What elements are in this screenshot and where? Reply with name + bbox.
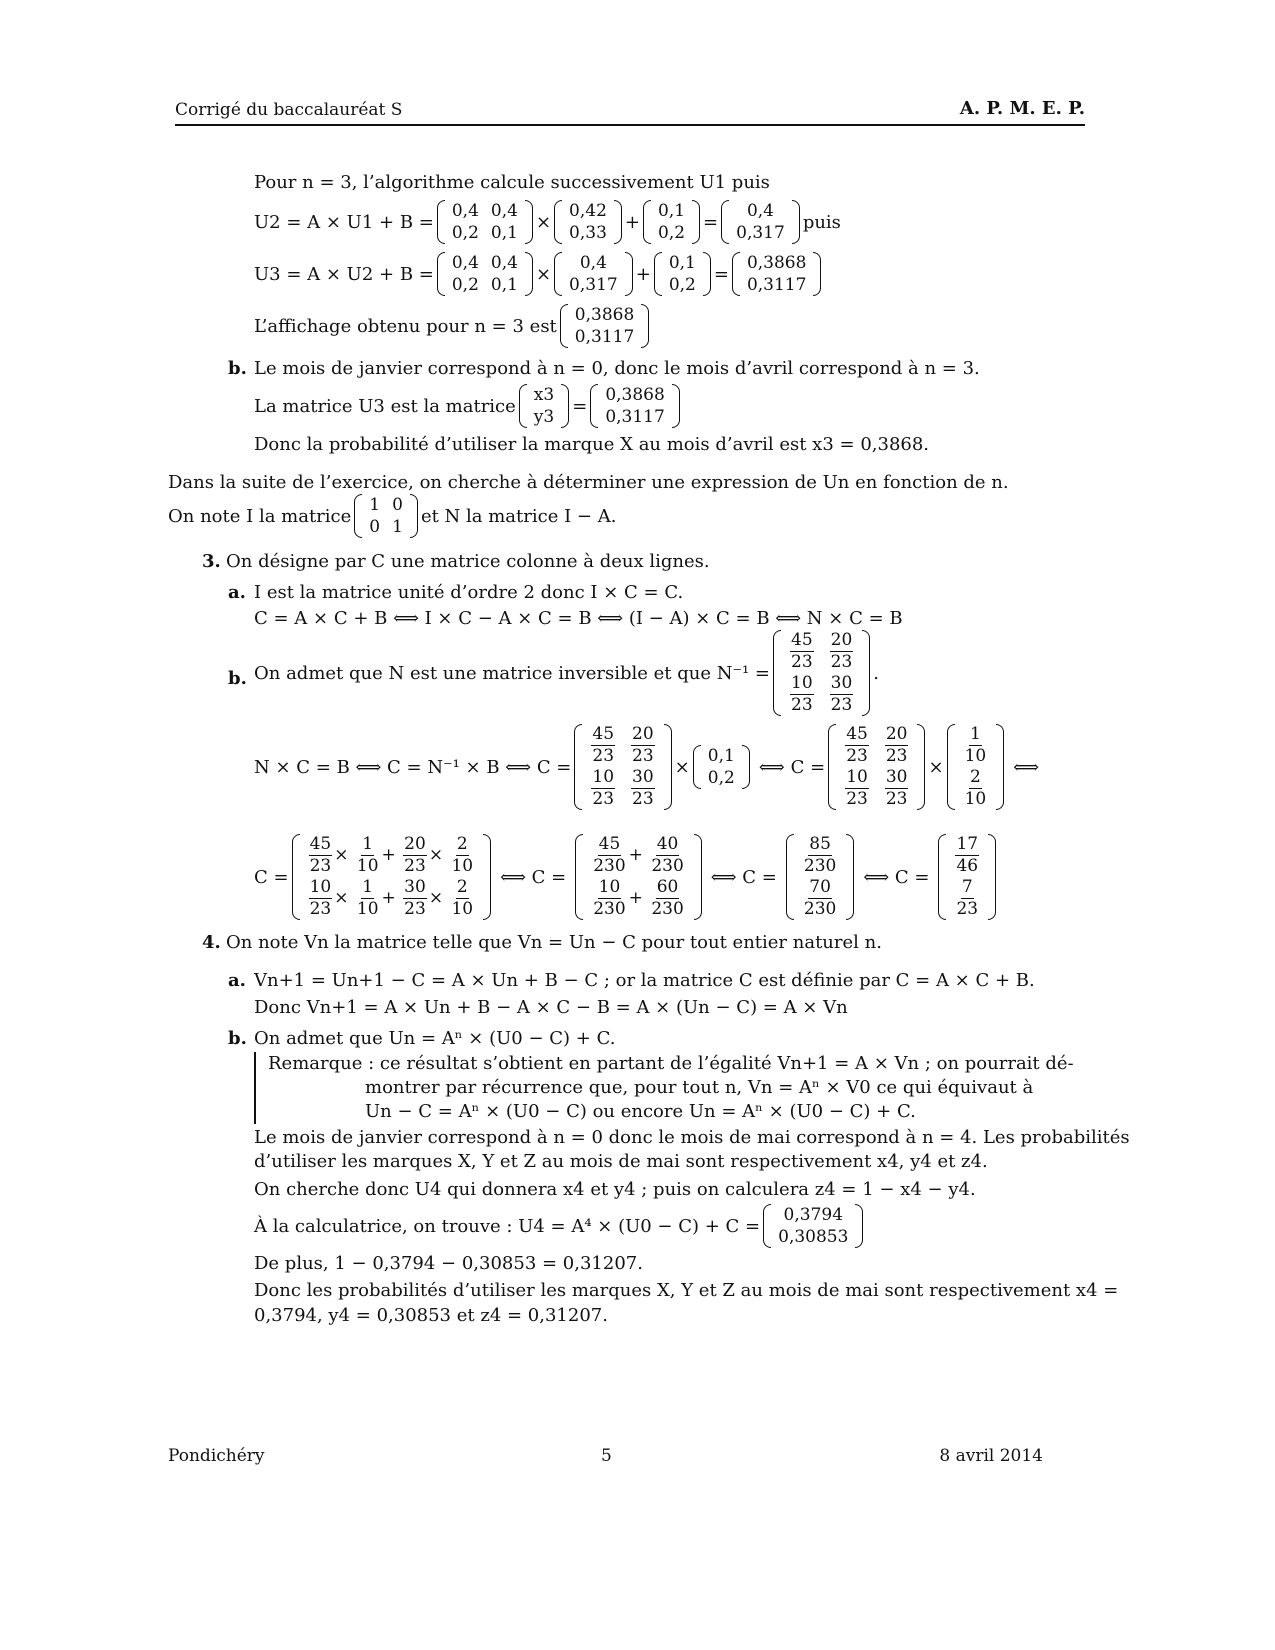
line-m5: De plus, 1 − 0,3794 − 0,30853 = 0,31207. (254, 1253, 643, 1274)
remark-line-2: montrer par récurrence que, pour tout n, Vn = Aⁿ × V0 ce qui équivaut à (365, 1077, 1034, 1098)
footer-left: Pondichéry (168, 1446, 265, 1466)
matrix-u3: 0,3868 0,3117 (732, 252, 821, 296)
line-m2: d’utiliser les marques X, Y et Z au mois de mai sont respectivement x4, y4 et z4. (254, 1151, 988, 1172)
line-m4: À la calculatrice, on trouve : U4 = A⁴ × (U0 − C) + C = 0,3794 0,30853 (254, 1204, 866, 1248)
page-header (175, 96, 1085, 126)
line-m3: On cherche donc U4 qui donnera x4 et y4 ; puis on calculera z4 = 1 − x4 − y4. (254, 1179, 976, 1200)
line-b1: Le mois de janvier correspond à n = 0, donc le mois d’avril correspond à n = 3. (254, 358, 980, 379)
line-q3a1: I est la matrice unité d’ordre 2 donc I × C = C. (254, 582, 684, 603)
line-b2: La matrice U3 est la matrice x3 y3 = 0,3868 0,3117 (254, 384, 683, 428)
matrix-n-inverse-3: $\frac{45}{23}$ $\frac{20}{23}$ $\frac{10}{23}$ $\frac{30}{23}$ (828, 724, 925, 810)
label-b: b. (228, 358, 247, 379)
matrix-u2-2: 0,4 0,317 (554, 252, 633, 296)
line-algo: Pour n = 3, l’algorithme calcule successivement U1 puis (254, 172, 770, 193)
eq-u3: U3 = A × U2 + B = 0,4 0,4 0,2 0,1 × 0,4 0,317 + 0,1 0,2 = 0,3868 0,3117 (254, 252, 824, 296)
remark-line-1: Remarque : ce résultat s’obtient en partant de l’égalité Vn+1 = A × Vn ; on pourrait dé- (268, 1053, 1074, 1074)
matrix-u2: 0,4 0,317 (721, 200, 800, 244)
label-4: 4. (202, 932, 221, 953)
line-q3: On désigne par C une matrice colonne à deux lignes. (226, 551, 710, 572)
line-q3b: On admet que N est une matrice inversible et que N⁻¹ = $\frac{45}{23}$ $\frac{20}{23}$ $\frac{10}{23}$ $\frac{30}{23}$ . (254, 630, 880, 715)
eq-c-steps: C = $\frac{45}{23}$ × $\frac{1}{10}$ + $\frac{20}{23}$ × $\frac{2}{10}$ $\frac{10}{23}$ × $\frac{1}{10}$ + $\frac{30}{23}$ × $\frac{2}{10}$ ⟺ C = $\frac{45}{230}$ + $\frac{40}{230}$ $\frac{10}{230}$ + $\frac{60}{230}$ ⟺ C = $\frac{85}{230}$ $\frac{70}{230}$ ⟺ C = $\frac{17}{46}$ $\frac{7}{23}$ (254, 834, 999, 920)
label-3b: b. (228, 668, 247, 689)
matrix-a-2: 0,4 0,4 0,2 0,1 (437, 252, 533, 296)
matrix-b-3: 0,1 0,2 (693, 745, 750, 789)
matrix-u3-b: 0,3868 0,3117 (590, 384, 679, 428)
remark-bar (254, 1052, 256, 1124)
para-note-i: On note I la matrice 1 0 0 1 et N la matrice I − A. (168, 495, 617, 537)
puis-word: puis (802, 211, 841, 233)
line-m1: Le mois de janvier correspond à n = 0 donc le mois de mai correspond à n = 4. Les probabilités (254, 1127, 1130, 1148)
label-4b: b. (228, 1028, 247, 1049)
matrix-b-2: 0,1 0,2 (654, 252, 711, 296)
remark-line-3: Un − C = Aⁿ × (U0 − C) ou encore Un = Aⁿ × (U0 − C) + C. (365, 1101, 916, 1122)
matrix-b-fractions: $\frac{1}{10}$ $\frac{2}{10}$ (947, 724, 1005, 810)
matrix-xy3: x3 y3 (519, 384, 569, 428)
line-m6: Donc les probabilités d’utiliser les marques X, Y et Z au mois de mai sont respectivement x4 = (254, 1280, 1119, 1301)
line-q4a1: Vn+1 = Un+1 − C = A × Un + B − C ; or la matrice C est définie par C = A × C + B. (254, 970, 1035, 991)
eq-u2-lhs: U2 = A × U1 + B = (254, 211, 434, 233)
line-b3: Donc la probabilité d’utiliser la marque X au mois d’avril est x3 = 0,3868. (254, 434, 930, 455)
matrix-u3-display: 0,3868 0,3117 (560, 304, 649, 348)
matrix-a: 0,4 0,4 0,2 0,1 (437, 200, 533, 244)
matrix-c-sum: $\frac{45}{230}$ + $\frac{40}{230}$ $\frac{10}{230}$ + $\frac{60}{230}$ (575, 834, 702, 920)
eq-u2: U2 = A × U1 + B = 0,4 0,4 0,2 0,1 × 0,42 0,33 + 0,1 0,2 = 0,4 0,317 puis (254, 201, 841, 243)
line-q3a2: C = A × C + B ⟺ I × C − A × C = B ⟺ (I − A) × C = B ⟺ N × C = B (254, 608, 903, 629)
matrix-c-final: $\frac{17}{46}$ $\frac{7}{23}$ (938, 834, 996, 920)
header-title: Corrigé du baccalauréat S (175, 100, 403, 120)
label-3: 3. (202, 551, 221, 572)
footer-date: 8 avril 2014 (939, 1446, 1043, 1466)
line-q4b: On admet que Un = Aⁿ × (U0 − C) + C. (254, 1028, 616, 1049)
matrix-identity: 1 0 0 1 (354, 494, 418, 538)
matrix-u1: 0,42 0,33 (554, 200, 622, 244)
label-4a: a. (228, 970, 246, 991)
header-apmep: A. P. M. E. P. (959, 98, 1085, 119)
page-number: 5 (601, 1446, 612, 1466)
matrix-c-230: $\frac{85}{230}$ $\frac{70}{230}$ (786, 834, 854, 920)
matrix-b: 0,1 0,2 (643, 200, 700, 244)
affichage-line: L’affichage obtenu pour n = 3 est 0,3868 0,3117 (254, 304, 652, 348)
line-q4: On note Vn la matrice telle que Vn = Un − C pour tout entier naturel n. (226, 932, 882, 953)
matrix-u4: 0,3794 0,30853 (763, 1204, 863, 1248)
matrix-n-inverse-2: $\frac{45}{23}$ $\frac{20}{23}$ $\frac{10}{23}$ $\frac{30}{23}$ (574, 724, 671, 810)
eq-nc: N × C = B ⟺ C = N⁻¹ × B ⟺ C = $\frac{45}{23}$ $\frac{20}{23}$ $\frac{10}{23}$ $\frac{30}{23}$ × 0,1 0,2 ⟺ C = $\frac{45}{23}$ $\frac{20}{23}$ $\frac{10}{23}$ $\frac{30}{23}$ × $\frac{1}{10}$ $\frac{2}{10}$ ⟺ (254, 724, 1040, 809)
matrix-n-inverse: $\frac{45}{23}$ $\frac{20}{23}$ $\frac{10}{23}$ $\frac{30}{23}$ (773, 630, 870, 716)
matrix-c-terms: $\frac{45}{23}$ × $\frac{1}{10}$ + $\frac{20}{23}$ × $\frac{2}{10}$ $\frac{10}{23}$ × $\frac{1}{10}$ + $\frac{30}{23}$ × $\frac{2}{10}$ (292, 834, 492, 920)
line-q4a2: Donc Vn+1 = A × Un + B − A × C − B = A × (Un − C) = A × Vn (254, 997, 848, 1018)
para-suite: Dans la suite de l’exercice, on cherche à déterminer une expression de Un en fonction de n. (168, 472, 1009, 493)
line-m7: 0,3794, y4 = 0,30853 et z4 = 0,31207. (254, 1305, 608, 1326)
label-3a: a. (228, 582, 246, 603)
